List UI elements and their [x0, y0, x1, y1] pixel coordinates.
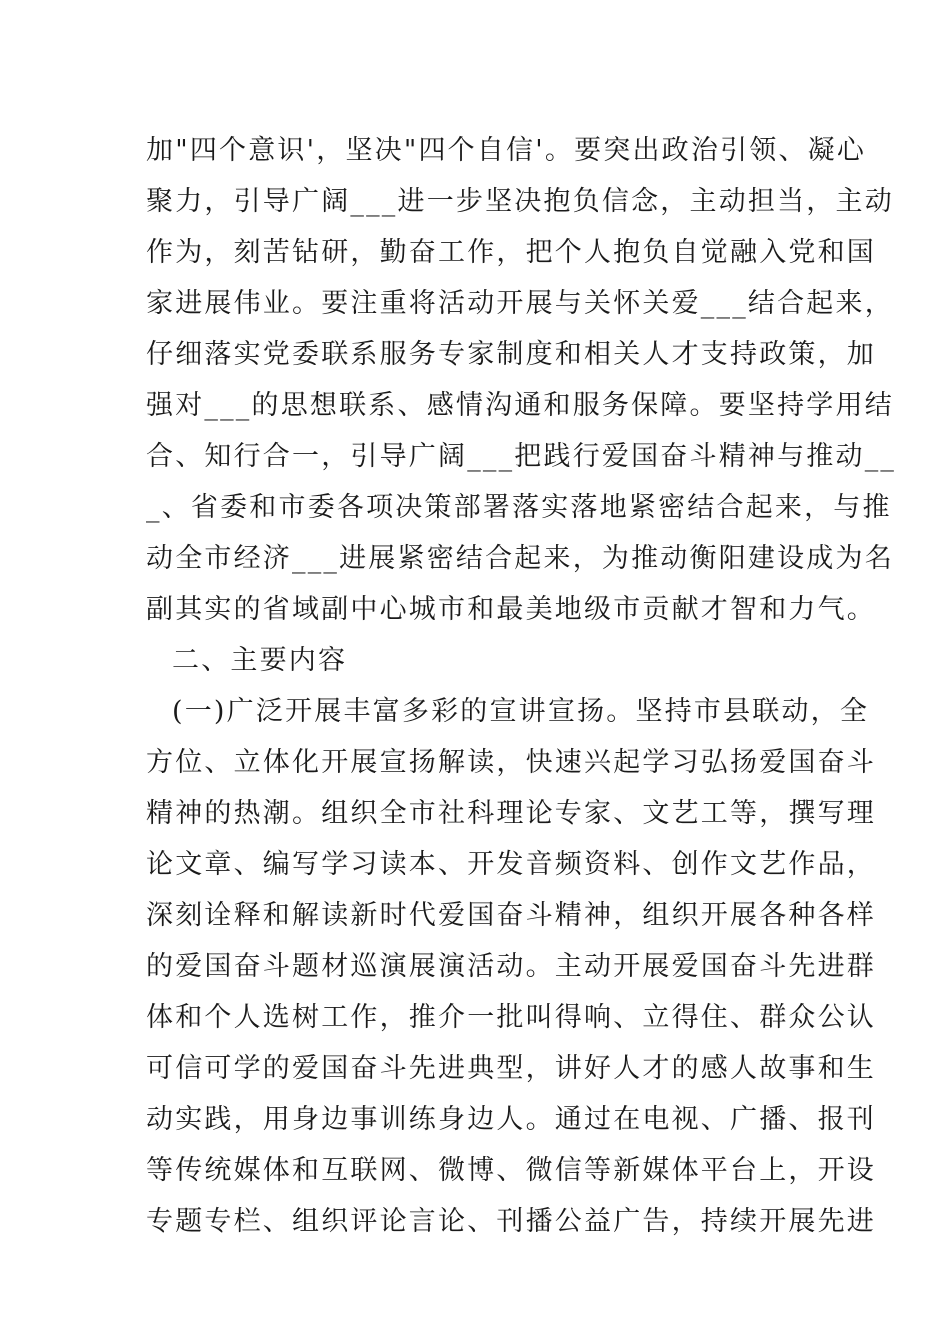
text-line: 动全市经济___进展紧密结合起来，为推动衡阳建设成为名 — [146, 543, 894, 574]
text-line: 强对___的思想联系、感情沟通和服务保障。要坚持学用结 — [146, 390, 894, 421]
text-line: 论文章、编写学习读本、开发音频资料、创作文艺作品， — [146, 849, 876, 880]
text-line: 动实践，用身边事训练身边人。通过在电视、广播、报刊 — [146, 1104, 876, 1135]
text-line: 精神的热潮。组织全市社科理论专家、文艺工等，撰写理 — [146, 798, 876, 829]
text-line: 副其实的省域副中心城市和最美地级市贡献才智和力气。 — [146, 594, 876, 625]
text-line: 方位、立体化开展宣扬解读，快速兴起学习弘扬爱国奋斗 — [146, 747, 876, 778]
text-line: _、省委和市委各项决策部署落实落地紧密结合起来，与推 — [146, 492, 892, 523]
text-line: 深刻诠释和解读新时代爱国奋斗精神，组织开展各种各样 — [146, 900, 876, 931]
text-line: 作为，刻苦钻研，勤奋工作，把个人抱负自觉融入党和国 — [146, 237, 876, 268]
text-line: 专题专栏、组织评论言论、刊播公益广告，持续开展先进 — [146, 1206, 876, 1237]
text-line: 家进展伟业。要注重将活动开展与关怀关爱___结合起来， — [146, 288, 894, 319]
text-line: 的爱国奋斗题材巡演展演活动。主动开展爱国奋斗先进群 — [146, 951, 876, 982]
text-line: 聚力，引导广阔___进一步坚决抱负信念，主动担当，主动 — [146, 186, 894, 217]
subsection-heading-line: (一)广泛开展丰富多彩的宣讲宣扬。坚持市县联动，全 — [172, 696, 870, 727]
section-heading: 二、主要内容 — [172, 645, 348, 676]
text-line: 等传统媒体和互联网、微博、微信等新媒体平台上，开设 — [146, 1155, 876, 1186]
text-line: 合、知行合一，引导广阔___把践行爱国奋斗精神与推动__ — [146, 441, 897, 472]
text-line: 可信可学的爱国奋斗先进典型，讲好人才的感人故事和生 — [146, 1053, 876, 1084]
text-line: 加"四个意识'，坚决"四个自信'。要突出政治引领、凝心 — [146, 135, 867, 166]
text-line: 体和个人选树工作，推介一批叫得响、立得住、群众公认 — [146, 1002, 876, 1033]
text-line: 仔细落实党委联系服务专家制度和相关人才支持政策，加 — [146, 339, 876, 370]
